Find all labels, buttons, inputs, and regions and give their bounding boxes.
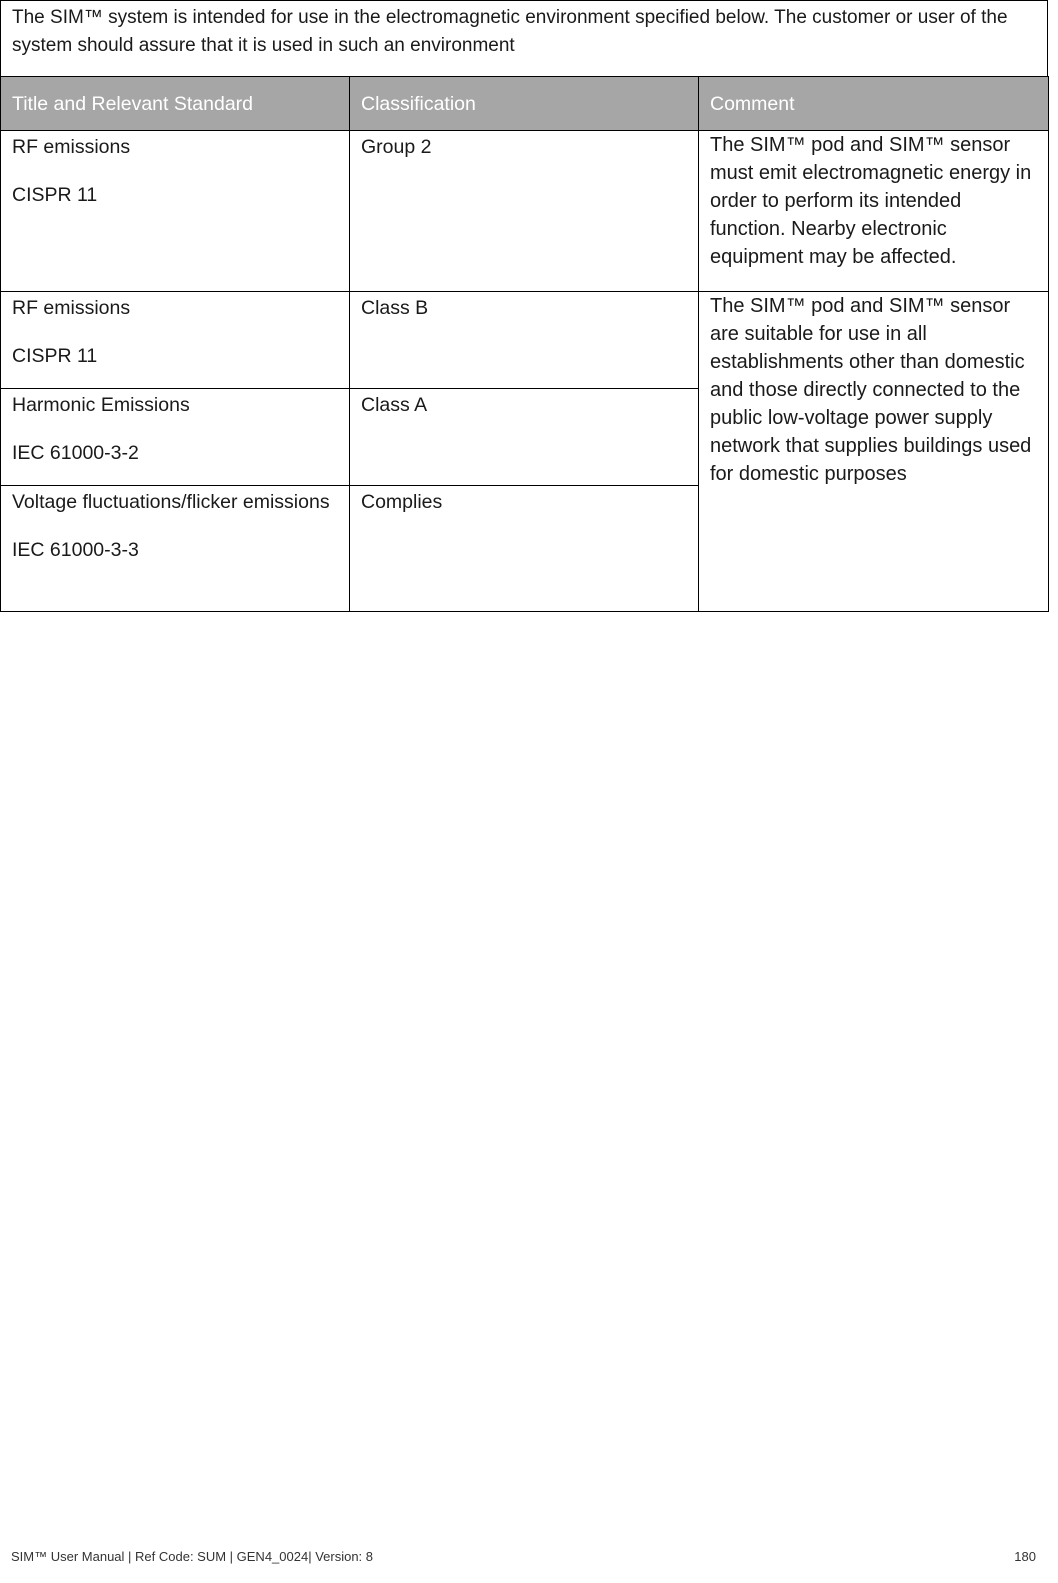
header-title-standard: Title and Relevant Standard	[1, 77, 350, 131]
title-standard-cell	[1, 131, 350, 292]
emission-title: RF emissions	[12, 297, 131, 319]
emission-title: RF emissions	[12, 136, 131, 158]
comment-cell	[699, 131, 1049, 292]
classification-value: Class A	[361, 394, 428, 416]
comment-text: The SIM™ pod and SIM™ sensor are suitable for use in all establishments other than domestic and those directly connected to the public low-voltage power supply network that supplies buildings used for domestic purposes	[710, 295, 1032, 485]
comment-cell-merged	[699, 292, 1049, 612]
title-standard-cell	[1, 486, 350, 612]
classification-value: Group 2	[361, 136, 432, 158]
title-standard-cell	[1, 292, 350, 389]
page-number: 180	[1014, 1549, 1036, 1564]
emission-title: Harmonic Emissions	[12, 394, 190, 416]
emission-standard: IEC 61000-3-3	[12, 539, 139, 561]
classification-cell	[350, 292, 699, 389]
emission-standard: CISPR 11	[12, 345, 98, 367]
emissions-table	[0, 76, 1049, 612]
comment-text: The SIM™ pod and SIM™ sensor must emit electromagnetic energy in order to perform its intended function. Nearby electronic equipment may be affected.	[710, 134, 1032, 268]
classification-cell	[350, 486, 699, 612]
classification-cell	[350, 131, 699, 292]
table-row	[1, 292, 1049, 389]
classification-cell	[350, 389, 699, 486]
emission-standard: IEC 61000-3-2	[12, 442, 139, 464]
page-footer	[11, 1549, 1036, 1564]
classification-value: Complies	[361, 491, 443, 513]
emission-title: Voltage fluctuations/flicker emissions	[12, 491, 330, 513]
footer-document-info: SIM™ User Manual | Ref Code: SUM | GEN4_0024| Version: 8	[11, 1549, 374, 1564]
intro-text: The SIM™ system is intended for use in the electromagnetic environment specified below. The customer or user of the system should assure that it is used in such an environment	[0, 0, 1048, 76]
header-comment: Comment	[699, 77, 1049, 131]
table-row	[1, 131, 1049, 292]
header-classification: Classification	[350, 77, 699, 131]
title-standard-cell	[1, 389, 350, 486]
classification-value: Class B	[361, 297, 429, 319]
table-header-row	[1, 77, 1049, 131]
emission-standard: CISPR 11	[12, 184, 98, 206]
